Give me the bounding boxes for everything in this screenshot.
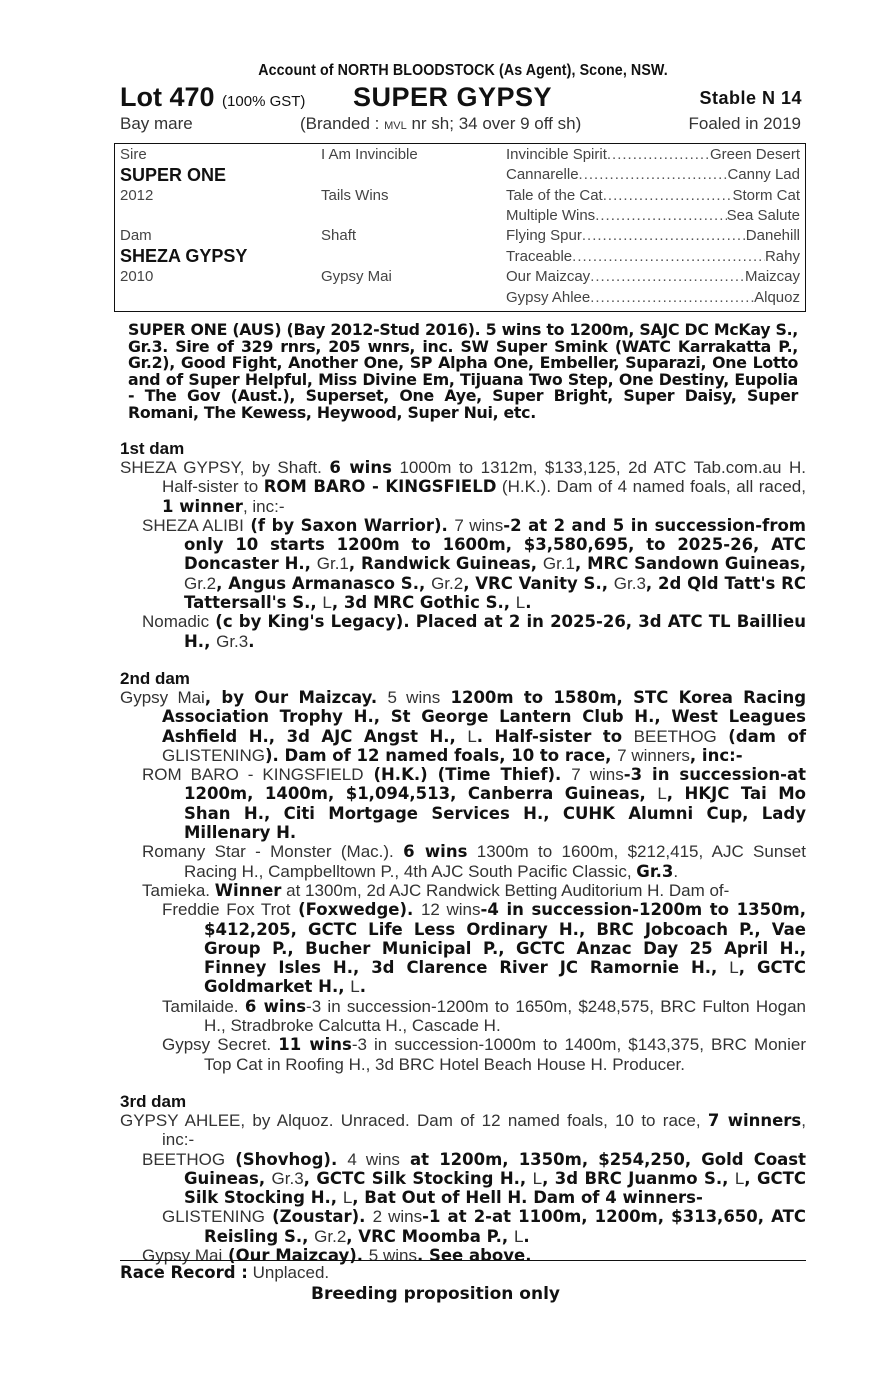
text-run: 7 wins bbox=[571, 765, 624, 785]
gen3-ancestor: Tale of the Cat bbox=[506, 187, 603, 204]
bold-run: , GCTC Goldmarket H., bbox=[204, 958, 807, 997]
first-dam-text bbox=[120, 458, 806, 516]
text-run: Romany Star - Monster (Mac.). bbox=[142, 842, 404, 862]
bold-run: . bbox=[525, 593, 532, 613]
text-run: Gr.1 bbox=[542, 554, 575, 574]
bold-run: . Half-sister to bbox=[476, 726, 634, 746]
second-dam-text bbox=[120, 688, 806, 765]
dam-dam: Gypsy Mai bbox=[321, 268, 392, 285]
text-run: GLISTENING bbox=[162, 1207, 265, 1227]
text-run: Gr.2 bbox=[431, 573, 464, 593]
first-dam-heading: 1st dam bbox=[120, 439, 185, 458]
text-run: L bbox=[322, 593, 332, 613]
gen3-ancestor-sire: Canny Lad bbox=[727, 166, 800, 183]
gen3-ancestor-sire: Storm Cat bbox=[732, 187, 800, 204]
race-record bbox=[120, 1260, 806, 1283]
text-run: Freddie Fox Trot bbox=[162, 900, 291, 920]
third-dam-text bbox=[120, 1111, 806, 1150]
leader-dots bbox=[582, 227, 746, 244]
gen3-ancestor-sire: Maizcay bbox=[744, 268, 800, 285]
horse-name: SUPER GYPSY bbox=[353, 82, 553, 112]
bold-run: , VRC Vanity S., bbox=[463, 573, 614, 593]
text-run: ROM BARO - KINGSFIELD bbox=[142, 765, 364, 785]
bold-run: , MRC Sandown Guineas, bbox=[574, 554, 806, 574]
bold-run: . bbox=[248, 631, 255, 651]
gen3-row bbox=[506, 187, 800, 204]
gen3-ancestor-sire: Alquoz bbox=[754, 289, 800, 306]
text-run: SHEZA GYPSY, by Shaft. bbox=[120, 458, 330, 477]
grand-progeny-entry bbox=[162, 1207, 806, 1246]
bold-run: . bbox=[523, 1226, 530, 1246]
brand-suffix: nr sh; 34 over 9 off sh) bbox=[406, 114, 582, 133]
leader-dots bbox=[590, 268, 745, 285]
leader-dots bbox=[590, 289, 754, 306]
text-run: at 1300m, 2d AJC Randwick Betting Auditorium H. Dam of- bbox=[281, 880, 730, 900]
bold-run: (c by King's Legacy). Placed at 2 in 2025-26, 3d ATC TL Baillieu H., bbox=[184, 612, 806, 651]
bold-run: at 1200m, 1350m, $254,250, Gold Coast Guineas, bbox=[184, 1149, 806, 1188]
text-run: . bbox=[673, 861, 679, 881]
progeny-entry bbox=[142, 1150, 806, 1208]
dam-year: 2010 bbox=[120, 268, 154, 285]
text-run: 4 wins bbox=[347, 1149, 400, 1169]
foaled-year: Foaled in 2019 bbox=[688, 114, 801, 133]
leader-dots bbox=[607, 146, 710, 163]
bold-run: Gr.3 bbox=[636, 861, 674, 881]
brand-info bbox=[300, 114, 581, 134]
bold-run: -2 at 2 and 5 in succession-from only 10 starts 1200m to 1600m, $3,580,695, to 2025-26, ATC Doncaster H., bbox=[184, 515, 807, 574]
third-dam-heading: 3rd dam bbox=[120, 1091, 187, 1111]
gen3-row bbox=[506, 227, 800, 244]
text-run: Gr.2 bbox=[314, 1226, 347, 1246]
text-run: L bbox=[734, 1168, 745, 1188]
text-run: L bbox=[513, 1226, 524, 1246]
gen3-row bbox=[506, 289, 800, 306]
grand-progeny-entry bbox=[162, 900, 806, 996]
text-run: BEETHOG bbox=[633, 726, 717, 746]
text-run: GLISTENING bbox=[162, 745, 265, 765]
bold-run: (Shovhog). bbox=[225, 1149, 348, 1169]
grand-progeny-entry bbox=[162, 1035, 806, 1074]
sire-year: 2012 bbox=[120, 187, 154, 204]
text-run: Gr.3 bbox=[271, 1168, 304, 1188]
text-run: 1300m to 1600m, $212,415, AJC Sunset Racing H., Campbelltown P., 4th AJC South Pacific Classic, bbox=[184, 842, 806, 881]
leader-dots bbox=[579, 166, 728, 183]
bold-run: (Foxwedge). bbox=[290, 900, 421, 920]
text-run: L bbox=[657, 784, 667, 804]
gen3-ancestor-sire: Rahy bbox=[764, 248, 800, 265]
bold-run: 6 wins bbox=[329, 458, 392, 477]
bold-run: ). Dam of 12 named foals, 10 to race, bbox=[264, 745, 618, 765]
gen3-ancestor: Cannarelle bbox=[506, 166, 579, 183]
gen3-ancestor-sire: Green Desert bbox=[709, 146, 800, 163]
bold-run: (Zoustar). bbox=[264, 1207, 373, 1227]
text-run: 12 wins bbox=[420, 900, 481, 920]
bold-run: . bbox=[359, 977, 367, 997]
brand-prefix: (Branded : bbox=[300, 114, 385, 133]
bold-run: , 3d MRC Gothic S., bbox=[331, 593, 516, 613]
dam-sire: Shaft bbox=[321, 227, 357, 244]
text-run: 5 wins bbox=[387, 687, 441, 707]
text-run: , inc:- bbox=[242, 496, 285, 516]
text-run: SHEZA ALIBI bbox=[142, 515, 244, 535]
sire-summary: SUPER ONE (AUS) (Bay 2012-Stud 2016). 5 wins to 1200m, SAJC DC McKay S., Gr.3. Sire of 329 rnrs, 205 wnrs, inc. SW Super Smink (WATC Karrakatta P., Gr.2), Good Fight, Another One, SP Alpha One, Embeller, Suparazi, One Lotto and of Super Helpful, Miss Divine Em, Tijuana Two Step, One Destiny, Eupolia - The Gov (Aust.), Superset, One Aye, Super Bright, Super Daisy, Super Romani, The Kewess, Heywood, Super Nui, etc. bbox=[128, 320, 798, 422]
bold-run: ROM BARO - KINGSFIELD bbox=[263, 477, 497, 497]
bold-run: , Randwick Guineas, bbox=[348, 554, 543, 574]
race-record-label: Race Record : bbox=[120, 1263, 248, 1282]
leader-dots bbox=[595, 207, 726, 224]
bold-run: (Our Maizcay). bbox=[222, 1245, 369, 1265]
gen3-row bbox=[506, 166, 800, 183]
sire-name: SUPER ONE bbox=[120, 165, 227, 185]
text-run: -3 in succession-1000m to 1400m, $143,375, BRC Monier Top Cat in Roofing H., 3d BRC Hotel Beach House H. Producer. bbox=[204, 1035, 806, 1074]
progeny-entry bbox=[142, 842, 806, 881]
gen3-row bbox=[506, 268, 800, 285]
text-run: 1000m to 1312m, $133,125, 2d ATC Tab.com.au H. Half-sister to bbox=[162, 458, 806, 497]
sire-label: Sire bbox=[120, 146, 147, 163]
text-run: Tamilaide. bbox=[162, 996, 245, 1016]
bold-run: 6 wins bbox=[403, 842, 468, 862]
catalogue-page bbox=[120, 62, 806, 1265]
sex-color: Bay mare bbox=[120, 114, 193, 133]
gen3-row bbox=[506, 207, 800, 224]
bold-run: , Bat Out of Hell H. Dam of 4 winners- bbox=[352, 1188, 703, 1208]
text-run: Nomadic bbox=[142, 612, 210, 632]
bold-run: . See above. bbox=[416, 1245, 532, 1265]
text-run: GYPSY AHLEE, by Alquoz. Unraced. Dam of 12 named foals, 10 to race, bbox=[120, 1110, 708, 1130]
leader-dots bbox=[603, 187, 733, 204]
text-run: 2 wins bbox=[372, 1207, 423, 1227]
bold-run: 11 wins bbox=[278, 1035, 352, 1055]
lot-label: Lot 470 bbox=[120, 82, 215, 112]
bold-run: (dam of bbox=[716, 726, 806, 746]
gen3-row bbox=[506, 146, 800, 163]
text-run: Gr.1 bbox=[316, 554, 349, 574]
progeny-entry bbox=[142, 765, 806, 842]
text-run: 7 winners bbox=[617, 745, 690, 765]
bold-run: , GCTC Silk Stocking H., bbox=[303, 1168, 533, 1188]
brand-mark: MVL bbox=[384, 120, 407, 132]
text-run: -3 in succession-1200m to 1650m, $248,575, BRC Fulton Hogan H., Stradbroke Calcutta H., Cascade H. bbox=[204, 996, 806, 1036]
bold-run: 7 winners bbox=[707, 1110, 802, 1130]
gen3-row bbox=[506, 248, 800, 265]
gen3-ancestor-sire: Sea Salute bbox=[726, 207, 800, 224]
bold-run: -4 in succession-1200m to 1350m, $412,205, GCTC Life Less Ordinary H., BRC Jobcoach P., Vae Group P., Bucher Municipal P., GCTC Anzac Day 25 April H., Finney Isles H., 3d Clarence River JC Ramornie H., bbox=[204, 900, 807, 978]
lot-header bbox=[120, 82, 806, 114]
gen3-ancestor: Invincible Spirit bbox=[506, 146, 607, 163]
bold-run: Winner bbox=[214, 880, 282, 900]
bold-run: -1 at 2-at 1100m, 1200m, $313,650, ATC Reisling S., bbox=[204, 1207, 806, 1246]
pedigree-table bbox=[114, 143, 806, 312]
bold-run: 6 wins bbox=[244, 996, 307, 1016]
text-run: BEETHOG bbox=[142, 1149, 226, 1169]
leader-dots bbox=[572, 248, 765, 265]
text-run: Gypsy Mai bbox=[120, 687, 205, 707]
bold-run: (H.K.) (Time Thief). bbox=[363, 765, 572, 785]
text-run: Gr.3 bbox=[613, 573, 646, 593]
stable-location: Stable N 14 bbox=[699, 88, 802, 108]
lot-number bbox=[120, 82, 305, 113]
dam-label: Dam bbox=[120, 227, 152, 244]
bold-run: , 3d BRC Juanmo S., bbox=[542, 1168, 735, 1188]
bold-run: , by Our Maizcay. bbox=[204, 687, 388, 707]
race-record-value: Unplaced. bbox=[247, 1263, 330, 1282]
grand-progeny-entry bbox=[162, 997, 806, 1036]
bold-run: , 2d Qld Tatt's RC Tattersall's S., bbox=[184, 573, 806, 613]
dam-name: SHEZA GYPSY bbox=[120, 246, 248, 266]
text-run: L bbox=[467, 726, 477, 746]
progeny-entry bbox=[142, 881, 806, 900]
text-run: (H.K.). Dam of 4 named foals, all raced, bbox=[496, 477, 806, 497]
progeny-entry bbox=[142, 612, 806, 651]
gst-note: (100% GST) bbox=[222, 93, 306, 110]
vendor-account: Account of NORTH BLOODSTOCK (As Agent), Scone, NSW. bbox=[258, 62, 668, 79]
text-run: Gypsy Mai bbox=[142, 1245, 223, 1265]
gen3-ancestor: Our Maizcay bbox=[506, 268, 591, 285]
bold-run: 1200m to 1580m, STC Korea Racing Association Trophy H., St George Lantern Club H., West Leagues Ashfield H., 3d AJC Angst H., bbox=[162, 687, 807, 746]
text-run: L bbox=[515, 593, 526, 613]
bold-run: -3 in succession-at 1200m, 1400m, $1,094,513, Canberra Guineas, bbox=[184, 765, 807, 804]
text-run: L bbox=[342, 1188, 353, 1208]
second-dam-heading: 2nd dam bbox=[120, 668, 190, 688]
text-run: L bbox=[350, 977, 360, 997]
gen3-ancestor: Gypsy Ahlee bbox=[506, 289, 591, 306]
bold-run: 1 winner bbox=[162, 496, 243, 516]
text-run: Gypsy Secret. bbox=[162, 1035, 279, 1055]
bold-run: , VRC Moomba P., bbox=[346, 1226, 514, 1246]
text-run: Tamieka. bbox=[142, 880, 215, 900]
gen3-ancestor: Multiple Wins bbox=[506, 207, 596, 224]
text-run: Gr.3 bbox=[216, 631, 249, 651]
text-run: , inc:- bbox=[162, 1110, 806, 1150]
text-run: 5 wins bbox=[368, 1245, 417, 1265]
gen3-ancestor: Flying Spur bbox=[506, 227, 582, 244]
bold-run: , GCTC Silk Stocking H., bbox=[184, 1168, 806, 1208]
sire-sire: I Am Invincible bbox=[321, 146, 418, 163]
sire-dam: Tails Wins bbox=[321, 187, 389, 204]
text-run: Gr.2 bbox=[184, 573, 217, 593]
bold-run: (f by Saxon Warrior). bbox=[243, 515, 455, 535]
progeny-entry bbox=[142, 516, 806, 612]
breeding-note: Breeding proposition only bbox=[311, 1284, 560, 1304]
horse-details bbox=[120, 114, 806, 138]
text-run: L bbox=[729, 958, 739, 978]
gen3-ancestor: Traceable bbox=[506, 248, 573, 265]
text-run: L bbox=[532, 1168, 543, 1188]
bold-run: , inc:- bbox=[689, 745, 743, 765]
gen3-ancestor-sire: Danehill bbox=[745, 227, 800, 244]
bold-run: , HKJC Tai Mo Shan H., Citi Mortgage Services H., CUHK Alumni Cup, Lady Millenary H. bbox=[184, 784, 806, 843]
bold-run: , Angus Armanasco S., bbox=[216, 573, 432, 593]
text-run: 7 wins bbox=[454, 515, 504, 535]
